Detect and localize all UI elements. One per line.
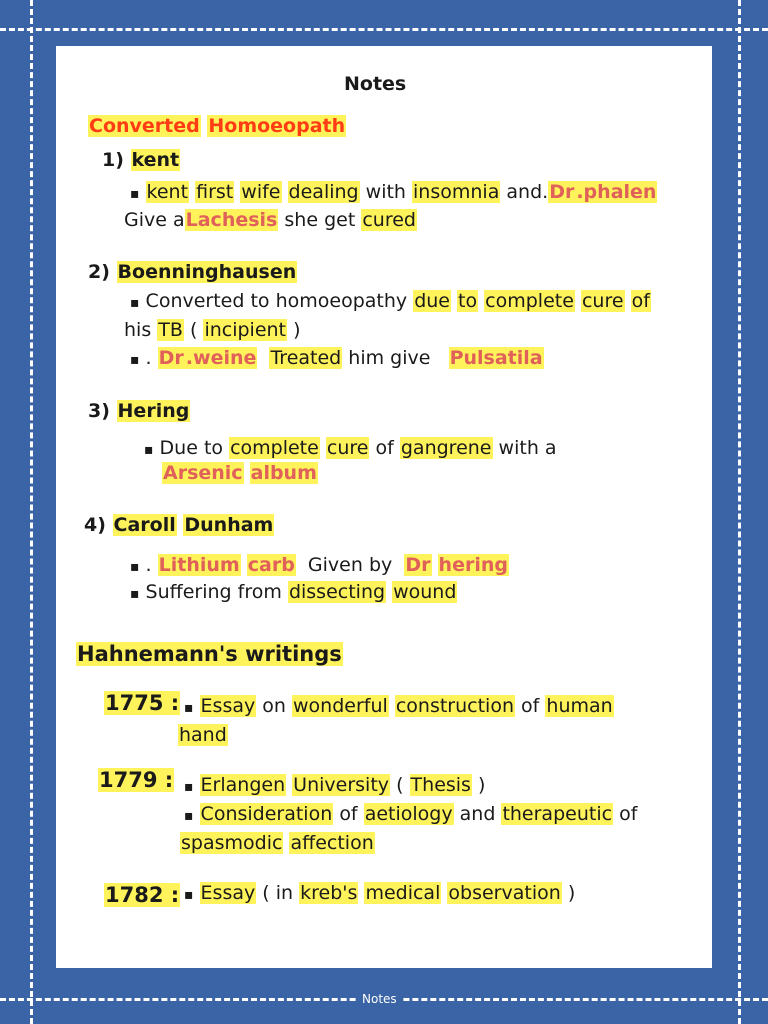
plain-text: Due to xyxy=(159,437,224,459)
year-label: 1779 : xyxy=(99,768,174,792)
plain-text: Give a xyxy=(124,209,185,231)
kent-line-1 xyxy=(130,180,657,206)
bullet-icon: ▪ xyxy=(144,442,154,458)
item-name: Caroll xyxy=(113,514,176,536)
bullet-icon: ▪ xyxy=(130,186,140,202)
notes-page xyxy=(56,46,712,968)
kent-heading xyxy=(102,148,180,172)
item-name: Hering xyxy=(117,400,190,422)
hl-word: cure xyxy=(581,290,624,312)
border-dash-right xyxy=(738,0,741,1024)
plain-text: with xyxy=(365,181,406,203)
bullet-icon: ▪ xyxy=(130,352,140,368)
hl-word: to xyxy=(458,290,478,312)
hl-word: cured xyxy=(362,209,416,231)
heading-word: Converted xyxy=(89,115,200,137)
hl-word: University xyxy=(293,774,390,796)
hering-line-1 xyxy=(144,436,557,462)
plain-text: . xyxy=(145,347,152,369)
hl-word: of xyxy=(631,290,650,312)
dunham-line-2 xyxy=(130,580,457,606)
plain-text: she get xyxy=(284,209,356,231)
hl-word: Arsenic xyxy=(163,462,243,484)
hl-word: carb xyxy=(247,554,295,576)
boenninghausen-line-1 xyxy=(130,289,651,315)
hl-word: Erlangen xyxy=(200,774,286,796)
hl-word: TB xyxy=(158,319,183,341)
heading-word: Hahnemann's writings xyxy=(77,642,342,666)
item-name: kent xyxy=(131,149,180,171)
item-name: Boenninghausen xyxy=(117,261,297,283)
year-1782 xyxy=(104,881,180,909)
hl-word: hand xyxy=(179,724,227,746)
hl-word: kent xyxy=(146,181,189,203)
border-dash-left xyxy=(30,0,33,1024)
plain-text: ( xyxy=(396,774,404,796)
plain-text: ) xyxy=(567,882,576,904)
plain-text: of xyxy=(521,695,540,717)
y1775-line-2 xyxy=(178,723,228,747)
page-title: Notes xyxy=(344,73,407,95)
kent-line-2 xyxy=(124,208,417,232)
hl-word: complete xyxy=(485,290,574,312)
plain-text: ( xyxy=(189,319,198,341)
hl-word: .weine xyxy=(185,347,257,369)
hl-word: wonderful xyxy=(293,695,388,717)
hl-word: medical xyxy=(365,882,441,904)
border-dash-top xyxy=(0,28,768,31)
bullet-icon: ▪ xyxy=(184,808,194,824)
hl-word: complete xyxy=(230,437,319,459)
dunham-line-1 xyxy=(130,553,509,579)
plain-text: of xyxy=(339,803,358,825)
plain-text: Converted to homoeopathy xyxy=(145,290,408,312)
section-heading-writings xyxy=(76,641,343,667)
section-heading-converted xyxy=(88,114,346,138)
hl-word: aetiology xyxy=(364,803,453,825)
hl-word: therapeutic xyxy=(502,803,613,825)
hl-word: affection xyxy=(290,832,374,854)
boenninghausen-line-2 xyxy=(124,318,300,342)
plain-text: of xyxy=(619,803,638,825)
hl-word: wound xyxy=(393,581,457,603)
hl-word: Pulsatila xyxy=(449,347,543,369)
bullet-icon: ▪ xyxy=(130,295,140,311)
hl-word: Dr xyxy=(405,554,431,576)
hl-word: Lithium xyxy=(158,554,240,576)
y1779-line-2 xyxy=(184,802,637,828)
footer-label: Notes xyxy=(356,990,403,1008)
year-1775 xyxy=(104,689,180,717)
hl-word: due xyxy=(414,290,450,312)
plain-text: Given by xyxy=(307,554,393,576)
hl-word: Dr xyxy=(158,347,184,369)
year-label: 1782 : xyxy=(105,883,180,907)
plain-text: ( in xyxy=(262,882,294,904)
hl-word: Essay xyxy=(200,695,256,717)
plain-text: ) xyxy=(478,774,486,796)
hl-word: Dr xyxy=(549,181,575,203)
hl-word: cure xyxy=(326,437,369,459)
hl-word: human xyxy=(546,695,613,717)
plain-text: Suffering from xyxy=(145,581,282,603)
hl-word: album xyxy=(250,462,317,484)
item-number: 4) xyxy=(84,514,106,536)
y1779-line-3 xyxy=(180,831,375,855)
plain-text: him give xyxy=(348,347,431,369)
bullet-icon: ▪ xyxy=(184,779,194,795)
item-number: 1) xyxy=(102,149,124,171)
hering-line-2 xyxy=(162,461,318,485)
plain-text: with a xyxy=(498,437,557,459)
boenninghausen-heading xyxy=(88,260,297,284)
boenninghausen-line-3 xyxy=(130,346,544,372)
hl-word: dissecting xyxy=(288,581,386,603)
plain-text: ) xyxy=(293,319,301,341)
hl-word: gangrene xyxy=(400,437,492,459)
hl-word: hering xyxy=(438,554,508,576)
hl-word: wife xyxy=(241,181,281,203)
item-name: Dunham xyxy=(184,514,274,536)
hl-word: Lachesis xyxy=(185,209,278,231)
hl-word: Essay xyxy=(200,882,256,904)
plain-text: his xyxy=(124,319,152,341)
hering-heading xyxy=(88,399,190,423)
item-number: 3) xyxy=(88,400,110,422)
hl-word: Thesis xyxy=(410,774,471,796)
plain-text: and. xyxy=(506,181,549,203)
dunham-heading xyxy=(84,513,274,537)
plain-text: on xyxy=(262,695,286,717)
year-label: 1775 : xyxy=(105,691,180,715)
plain-text: . xyxy=(145,554,152,576)
y1782-line-1 xyxy=(184,881,575,907)
bullet-icon: ▪ xyxy=(184,887,194,903)
bullet-icon: ▪ xyxy=(130,559,140,575)
heading-word: Homoeopath xyxy=(208,115,346,137)
y1779-line-1 xyxy=(184,773,485,799)
bullet-icon: ▪ xyxy=(184,700,194,716)
hl-word: kreb's xyxy=(300,882,358,904)
bullet-icon: ▪ xyxy=(130,586,140,602)
hl-word: construction xyxy=(395,695,514,717)
y1775-line-1 xyxy=(184,694,614,720)
plain-text: and xyxy=(459,803,496,825)
hl-word: first xyxy=(196,181,234,203)
item-number: 2) xyxy=(88,261,110,283)
hl-word: Consideration xyxy=(200,803,333,825)
hl-word: observation xyxy=(448,882,561,904)
hl-word: insomnia xyxy=(413,181,500,203)
hl-word: Treated xyxy=(270,347,342,369)
hl-word: spasmodic xyxy=(181,832,283,854)
hl-word: .phalen xyxy=(576,181,657,203)
year-1779 xyxy=(98,766,174,794)
hl-word: dealing xyxy=(288,181,359,203)
plain-text: of xyxy=(375,437,394,459)
hl-word: incipient xyxy=(204,319,287,341)
